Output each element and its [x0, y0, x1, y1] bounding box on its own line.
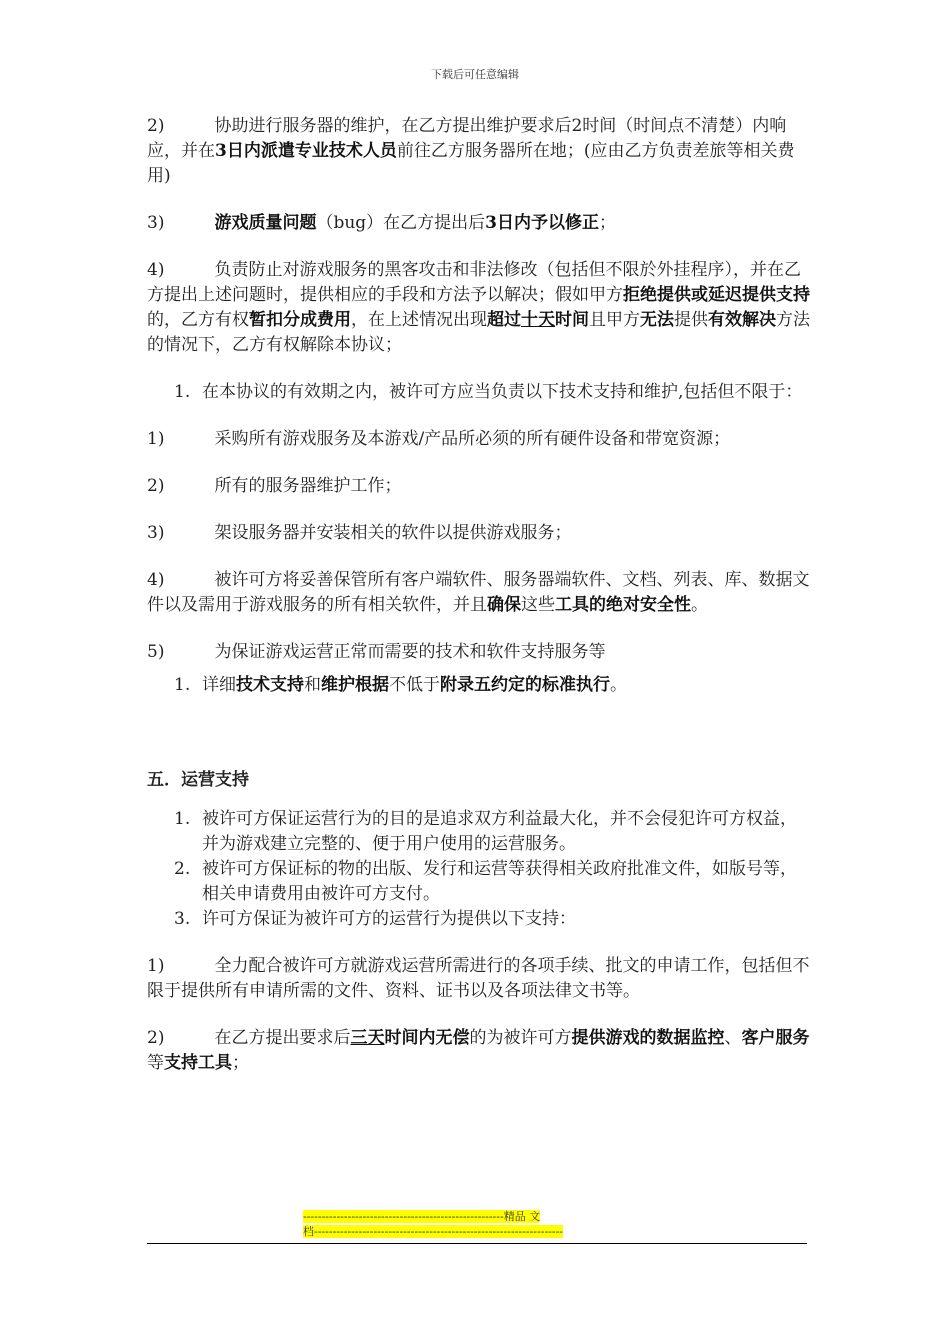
paragraph-2: 2) 协助进行服务器的维护，在乙方提出维护要求后2时间（时间点不清楚）内响应，并在3日内派遣专业技术人员前往乙方服务器所在地；(应由乙方负责差旅等相关费用) — [147, 116, 795, 186]
item-2: 2) 所有的服务器维护工作； — [147, 476, 402, 496]
numbered-list-1 — [147, 380, 812, 405]
support-item-2: 2) 在乙方提出要求后三天时间内无偿的为被许可方提供游戏的数据监控、客户服务等支持工具； — [147, 1028, 810, 1073]
item-1: 1) 采购所有游戏服务及本游戏/产品所必须的所有硬件设备和带宽资源； — [147, 429, 731, 449]
item-3: 3) 架设服务器并安装相关的软件以提供游戏服务； — [147, 523, 572, 543]
item-5: 5) 为保证游戏运营正常而需要的技术和软件支持服务等 — [147, 642, 606, 662]
list-item: 1. 详细技术支持和维护根据不低于附录五约定的标准执行。 — [174, 675, 627, 695]
footer-watermark: ------------------------------------------------------精品 文 档------------------------------------------------------------------- — [303, 1210, 564, 1238]
paragraph-4: 4) 负责防止对游戏服务的黑客攻击和非法修改（包括但不限於外挂程序），并在乙方提出上述问题时，提供相应的手段和方法予以解决；假如甲方拒绝提供或延迟提供支持的，乙方有权暂扣分成费用，在上述情况出现超过十天时间且甲方无法提供有效解决方法的情况下，乙方有权解除本协议； — [147, 260, 810, 355]
page-footer — [147, 1209, 807, 1239]
list-item: 2. 被许可方保证标的物的出版、发行和运营等获得相关政府批准文件，如版号等，相关申请费用由被许可方支付。 — [174, 859, 797, 904]
support-item-1: 1) 全力配合被许可方就游戏运营所需进行的各项手续、批文的申请工作，包括但不限于提供所有申请所需的文件、资料、证书以及各项法律文书等。 — [147, 956, 810, 1001]
item-4: 4) 被许可方将妥善保管所有客户端软件、服务器端软件、文档、列表、库、数据文件以及需用于游戏服务的所有相关软件，并且确保这些工具的绝对安全性。 — [147, 570, 810, 615]
section-heading: 五．运营支持 — [147, 770, 249, 790]
page-header: 下载后可任意编辑 — [431, 68, 519, 81]
paragraph-3: 3) 游戏质量问题（bug）在乙方提出后3日内予以修正； — [147, 213, 617, 233]
numbered-list-2 — [147, 673, 812, 698]
document-body — [147, 114, 812, 1076]
list-item: 1. 在本协议的有效期之内，被许可方应当负责以下技术支持和维护,包括但不限于： — [174, 382, 803, 402]
numbered-list-3 — [147, 807, 812, 932]
list-item: 1. 被许可方保证运营行为的目的是追求双方利益最大化，并不会侵犯许可方权益，并为游戏建立完整的、便于用户使用的运营服务。 — [174, 809, 797, 854]
footer-rule — [147, 1243, 807, 1244]
list-item: 3. 许可方保证为被许可方的运营行为提供以下支持： — [174, 909, 576, 929]
